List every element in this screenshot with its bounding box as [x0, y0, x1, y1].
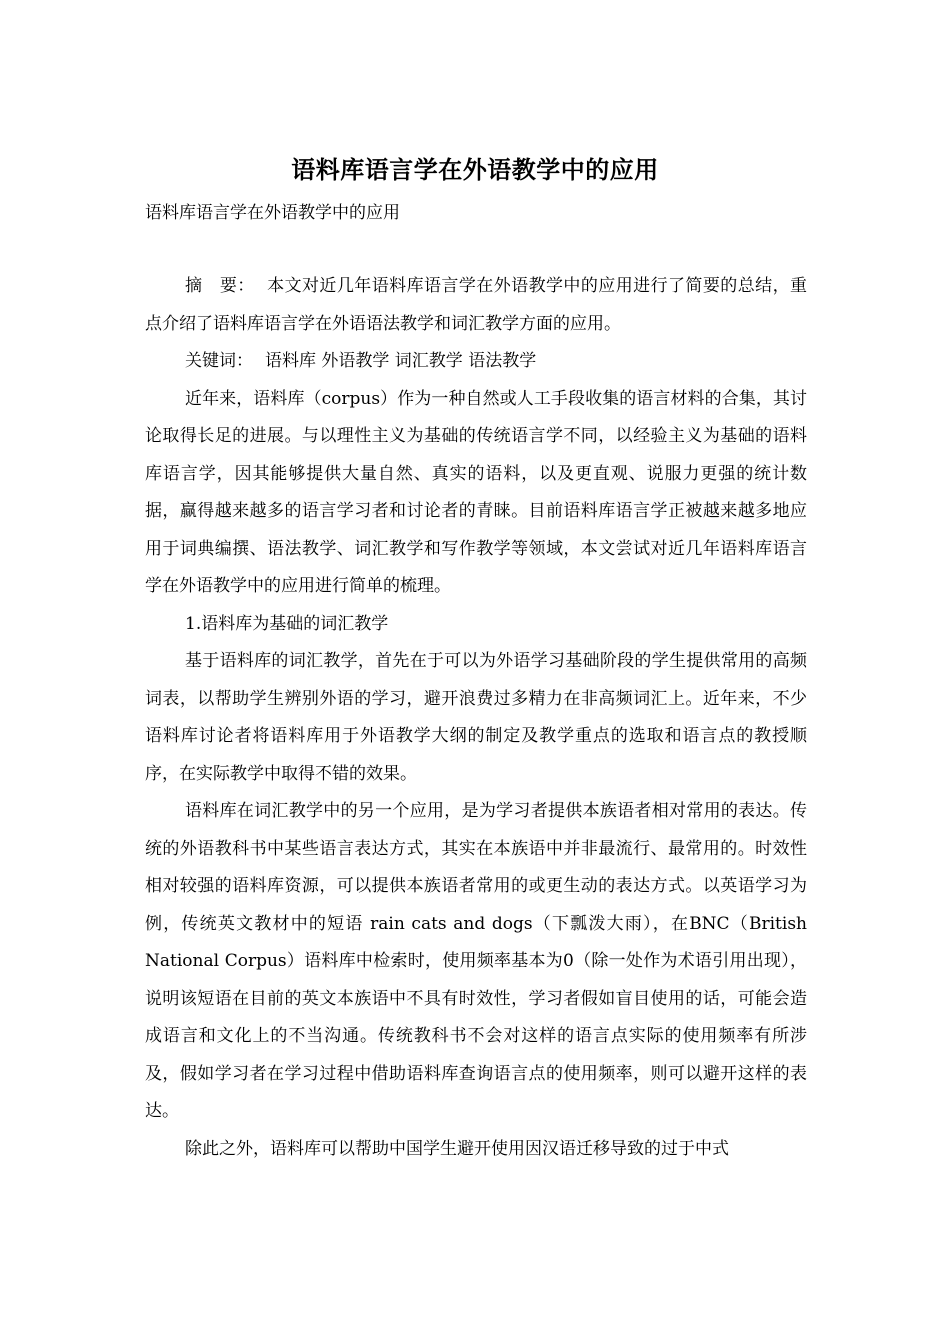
abstract-text: 本文对近几年语料库语言学在外语教学中的应用进行了简要的总结，重点介绍了语料库语言学在外语语法教学和词汇教学方面的应用。 [145, 276, 808, 334]
body-paragraph-vocab-1: 基于语料库的词汇教学，首先在于可以为外语学习基础阶段的学生提供常用的高频词表，以帮助学生辨别外语的学习，避开浪费过多精力在非高频词汇上。近年来，不少语料库讨论者将语料库用于外语教学大纲的制定及教学重点的选取和语言点的教授顺序，在实际教学中取得不错的效果。 [145, 651, 807, 784]
keywords-paragraph [145, 343, 807, 381]
document-title: 语料库语言学在外语教学中的应用 [291, 156, 659, 184]
body-paragraph-intro: 近年来，语料库（corpus）作为一种自然或人工手段收集的语言材料的合集，其讨论取得长足的进展。与以理性主义为基础的传统语言学不同，以经验主义为基础的语料库语言学，因其能够提供大量自然、真实的语料，以及更直观、说服力更强的统计数据，赢得越来越多的语言学习者和讨论者的青睐。目前语料库语言学正被越来越多地应用于词典编撰、语法教学、词汇教学和写作教学等领域，本文尝试对近几年语料库语言学在外语教学中的应用进行简单的梳理。 [145, 388, 807, 596]
keywords-label: 关键词： [185, 351, 253, 371]
abstract-paragraph [145, 268, 807, 343]
keywords-text: 语料库 外语教学 词汇教学 语法教学 [265, 351, 537, 371]
abstract-label: 摘 要： [185, 276, 255, 296]
section-heading-1: 1.语料库为基础的词汇教学 [185, 613, 389, 634]
body-paragraph-vocab-3: 除此之外，语料库可以帮助中国学生避开使用因汉语迁移导致的过于中式 [185, 1138, 729, 1159]
document-subtitle: 语料库语言学在外语教学中的应用 [145, 203, 400, 223]
document-body [145, 268, 807, 1168]
body-paragraph-vocab-2: 语料库在词汇教学中的另一个应用，是为学习者提供本族语者相对常用的表达。传统的外语教科书中某些语言表达方式，其实在本族语中并非最流行、最常用的。时效性相对较强的语料库资源，可以提供本族语者常用的或更生动的表达方式。以英语学习为例，传统英文教材中的短语 rain cats and dogs（下瓢泼大雨），在BNC（British National Corpus）语料库中检索时，使用频率基本为0（除一处作为术语引用出现），说明该短语在目前的英文本族语中不具有时效性，学习者假如盲目使用的话，可能会造成语言和文化上的不当沟通。传统教科书不会对这样的语言点实际的使用频率有所涉及，假如学习者在学习过程中借助语料库查询语言点的使用频率，则可以避开这样的表达。 [145, 801, 807, 1121]
